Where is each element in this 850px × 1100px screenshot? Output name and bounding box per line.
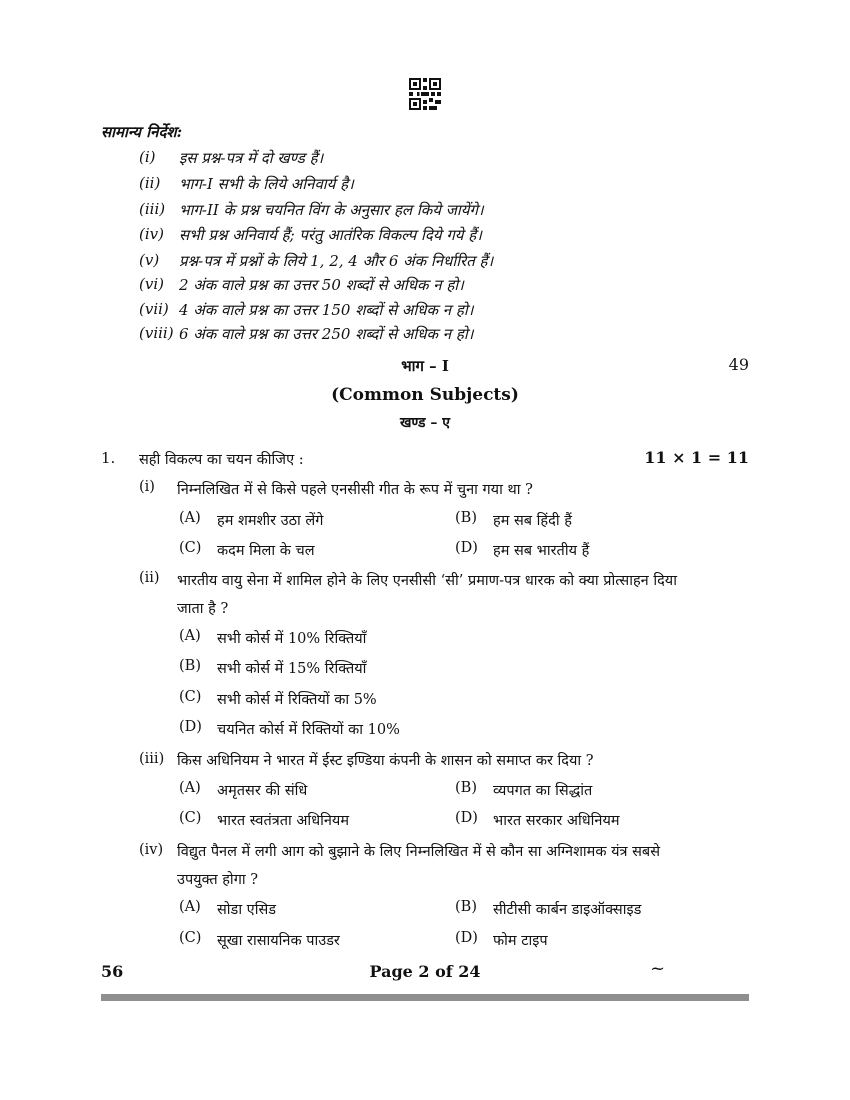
option-item: (D) फोम टाइप — [455, 930, 548, 949]
option-item: (B) हम सब हिंदी हैं — [455, 510, 572, 529]
subquestion-text-continued: उपयुक्त होगा ? — [177, 872, 258, 888]
option-item: (D) चयनित कोर्स में रिक्तियों का 10% — [179, 719, 400, 738]
footer-mark: ~ — [650, 958, 666, 979]
option-item: (B) सभी कोर्स में 15% रिक्तियाँ — [179, 658, 367, 677]
option-item: (C) कदम मिला के चल — [179, 540, 315, 559]
option-item: (C) सभी कोर्स में रिक्तियों का 5% — [179, 689, 377, 708]
option-item: (A) सोडा एसिड — [179, 899, 277, 918]
subquestion-text: निम्नलिखित में से किसे पहले एनसीसी गीत के रूप में चुना गया था ? — [177, 482, 533, 498]
subquestion-number: (i) — [139, 479, 155, 495]
part-label: भाग – I — [401, 357, 449, 375]
option-item: (A) अमृतसर की संधि — [179, 780, 308, 799]
option-item: (D) भारत सरकार अधिनियम — [455, 810, 620, 829]
page-number: Page 2 of 24 — [369, 962, 481, 981]
subquestion-text: भारतीय वायु सेना में शामिल होने के लिए एनसीसी ‘सी’ प्रमाण-पत्र धारक को क्या प्रोत्साहन दिया — [177, 573, 677, 589]
code-number: 49 — [728, 355, 749, 374]
qr-code-icon — [409, 78, 441, 110]
option-item: (B) व्यपगत का सिद्धांत — [455, 780, 593, 799]
option-item: (C) भारत स्वतंत्रता अधिनियम — [179, 810, 349, 829]
subquestion-number: (ii) — [139, 570, 160, 586]
common-subjects-title: (Common Subjects) — [331, 385, 519, 405]
option-item: (A) हम शमशीर उठा लेंगे — [179, 510, 324, 529]
subquestion-text: किस अधिनियम ने भारत में ईस्ट इण्डिया कंपनी के शासन को समाप्त कर दिया ? — [177, 753, 594, 769]
option-item: (B) सीटीसी कार्बन डाइऑक्साइड — [455, 899, 642, 918]
question-marks: 11 × 1 = 11 — [644, 448, 749, 467]
question-text: सही विकल्प का चयन कीजिए : — [139, 452, 304, 468]
footer-code: 56 — [101, 962, 124, 981]
option-item: (A) सभी कोर्स में 10% रिक्तियाँ — [179, 628, 367, 647]
section-label: खण्ड – ए — [399, 415, 451, 431]
option-item: (C) सूखा रासायनिक पाउडर — [179, 930, 340, 949]
question-number: 1. — [101, 449, 116, 467]
footer-rule — [101, 994, 749, 1001]
instructions-heading: सामान्य निर्देश: — [101, 123, 183, 141]
subquestion-number: (iii) — [139, 751, 165, 767]
subquestion-text-continued: जाता है ? — [177, 601, 229, 617]
option-item: (D) हम सब भारतीय हैं — [455, 540, 590, 559]
subquestion-number: (iv) — [139, 842, 164, 858]
subquestion-text: विद्युत पैनल में लगी आग को बुझाने के लिए निम्नलिखित में से कौन सा अग्निशामक यंत्र सबसे — [177, 844, 661, 860]
